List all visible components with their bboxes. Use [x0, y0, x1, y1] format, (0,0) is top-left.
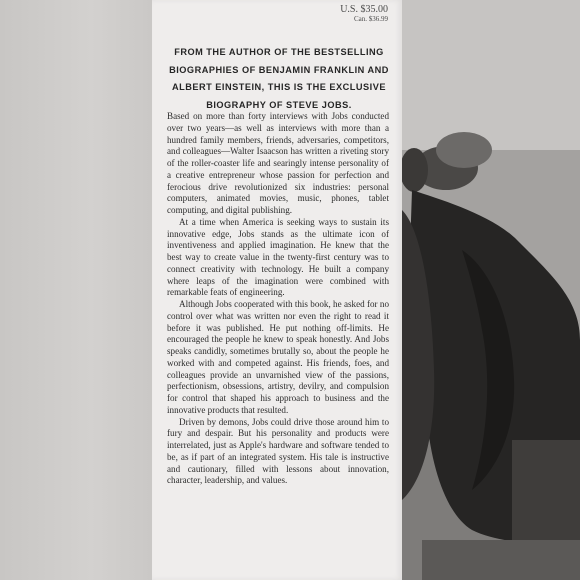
cover-photo [402, 0, 580, 580]
flap-body-text [167, 111, 389, 487]
paragraph-4: Driven by demons, Jobs could drive those around him to fury and despair. But his personality and products were interrelated, just as Apple's hardware and software tended to be, as if part of an integrated system. His tale is instructive and cautionary, filled with lessons about innovation, character, leadership, and values. [167, 416, 389, 486]
headline: FROM THE AUTHOR OF THE BESTSELLING BIOGRAPHIES OF BENJAMIN FRANKLIN AND ALBERT EINSTEIN, THIS IS THE EXCLUSIVE BIOGRAPHY OF STEVE JOBS. [169, 47, 389, 110]
paragraph-2: At a time when America is seeking ways to sustain its innovative edge, Jobs stands as the ultimate icon of inventiveness and applied imagination. He knew that the best way to create value in the twenty-first century was to connect creativity with technology. He built a company where leaps of the imagination were combined with remarkable feats of engineering. [167, 216, 389, 298]
price-block [340, 5, 388, 23]
price-canada: Can. $36.99 [353, 14, 388, 23]
portrait-photo [402, 0, 580, 580]
paragraph-3: Although Jobs cooperated with this book, he asked for no control over what was written nor even the right to read it before it was published. He put nothing off-limits. He encouraged the people he knew to speak honestly. And Jobs speaks candidly, sometimes brutally so, about the people he worked with and competed against. His friends, foes, and colleagues provide an unvarnished view of the passions, perfectionism, obsessions, artistry, devilry, and compulsion for control that shaped his approach to business and the innovative products that resulted. [167, 299, 389, 415]
price-us: U.S. $35.00 [340, 4, 388, 15]
background-left [0, 0, 152, 580]
paragraph-1: Based on more than forty interviews with Jobs conducted over two years—as well as interviews with more than a hundred family members, friends, adversaries, competitors, and colleagues—Walter Isaacson has written a riveting story of the roller-coaster life and searingly intense personality of a creative entrepreneur whose passion for perfection and ferocious drive revolutionized six industries: personal computers, animated movies, music, phones, tablet computing, and digital publishing. [167, 111, 389, 215]
